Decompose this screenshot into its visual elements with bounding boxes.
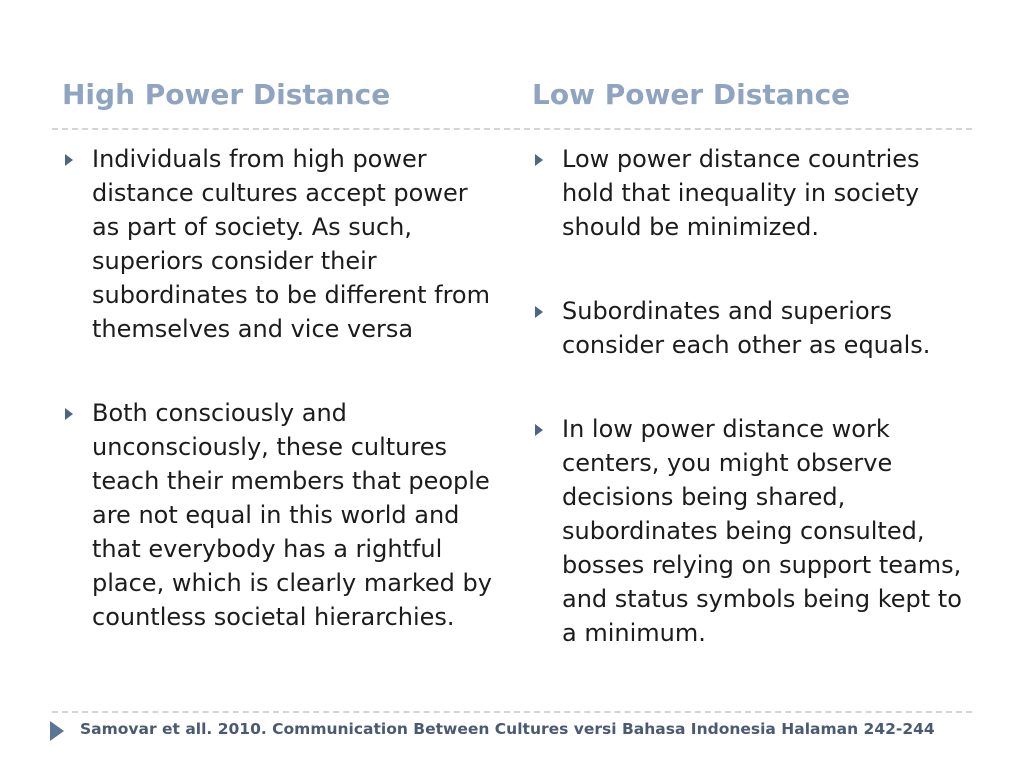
bullet-text: Low power distance countries hold that inequality in society should be minimized. [562,145,920,241]
footer [50,719,990,743]
list-item [62,396,502,634]
triangle-bullet-icon [65,408,73,420]
low-power-distance-column [532,142,972,650]
list-item [532,294,972,362]
top-divider [52,128,972,130]
list-item [532,142,972,244]
footer-citation: Samovar et all. 2010. Communication Between Cultures versi Bahasa Indonesia Halaman 242-244 [80,720,935,738]
bullet-text: Subordinates and superiors consider each other as equals. [562,297,931,359]
triangle-bullet-icon [65,154,73,166]
bullet-text: Individuals from high power distance cultures accept power as part of society. As such, superiors consider their subordinates to be different from themselves and vice versa [92,145,490,343]
bullet-text: In low power distance work centers, you might observe decisions being shared, subordinates being consulted, bosses relying on support teams, and status symbols being kept to a minimum. [562,415,962,647]
list-item [532,412,972,650]
triangle-bullet-icon [535,306,543,318]
play-triangle-icon [50,721,64,741]
triangle-bullet-icon [535,154,543,166]
list-item [62,142,502,346]
header-high-power-distance: High Power Distance [62,78,391,111]
high-power-distance-column [62,142,502,634]
header-low-power-distance: Low Power Distance [532,78,851,111]
bottom-divider [52,711,972,713]
bullet-text: Both consciously and unconsciously, these cultures teach their members that people are not equal in this world and that everybody has a rightful place, which is clearly marked by countless societal hierarchies. [92,399,492,631]
triangle-bullet-icon [535,424,543,436]
